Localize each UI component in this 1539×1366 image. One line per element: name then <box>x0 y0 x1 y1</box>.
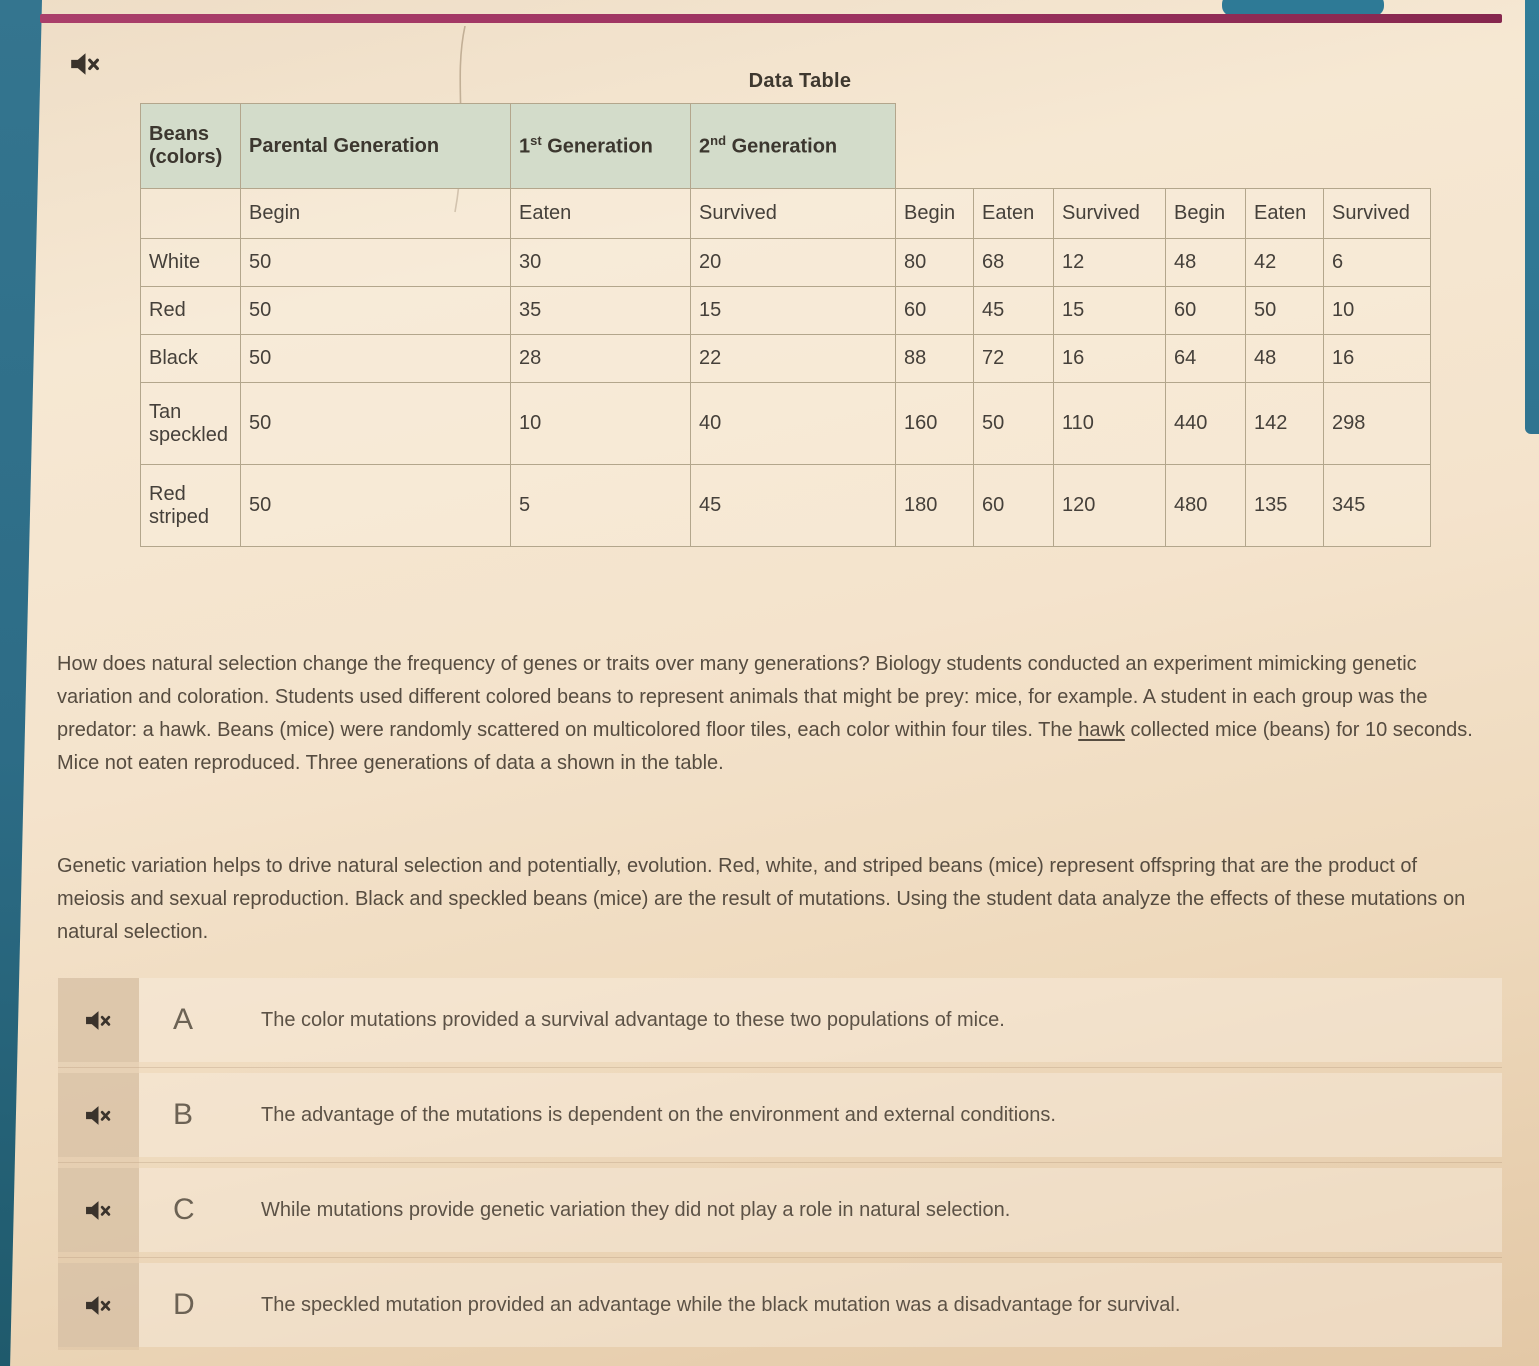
question-mute-audio-button[interactable] <box>70 52 101 76</box>
cell: 48 <box>1246 335 1324 383</box>
option-divider <box>58 1067 1502 1068</box>
cell: 50 <box>241 335 511 383</box>
header-text: Generation <box>541 135 653 158</box>
cell: 15 <box>1054 287 1166 335</box>
cell: 80 <box>896 239 974 287</box>
cell: 10 <box>1324 287 1431 335</box>
cell: 120 <box>1054 465 1166 547</box>
cell: 180 <box>896 465 974 547</box>
subheader-gen2-eaten: Eaten <box>1246 189 1324 239</box>
muted-speaker-icon <box>85 1105 112 1126</box>
top-divider-bar <box>40 14 1502 23</box>
header-text: 1 <box>519 135 531 158</box>
cell: 440 <box>1166 383 1246 465</box>
answer-options <box>58 978 1502 1358</box>
option-a-text: The color mutations provided a survival advantage to these two populations of mice. <box>261 1008 1005 1031</box>
data-table <box>140 103 1431 547</box>
option-a-letter: A <box>173 1003 194 1036</box>
cell: 12 <box>1054 239 1166 287</box>
header-superscript: nd <box>710 133 727 149</box>
cell: 5 <box>511 465 691 547</box>
option-divider <box>58 1257 1502 1258</box>
column-header-beans-colors: Beans (colors) <box>141 104 241 189</box>
header-text: Generation <box>726 135 838 158</box>
cell: 50 <box>241 465 511 547</box>
question-paragraph-2: Genetic variation helps to drive natural selection and potentially, evolution. Red, white, and striped beans (mice) represent offspring that are the product of meiosis and sexual reproduction. Black and speckled beans (mice) are the result of mutations. Using the student data analyze the effects of these mutations on natural selection. <box>57 855 1466 943</box>
row-label: Red striped <box>141 465 241 547</box>
table-row-black <box>141 335 1431 383</box>
column-header-parental-generation <box>241 104 511 189</box>
cell: 142 <box>1246 383 1324 465</box>
row-label: Red <box>141 287 241 335</box>
cell: 68 <box>974 239 1054 287</box>
subheader-gen2-survived: Survived <box>1324 189 1431 239</box>
table-row-red-striped <box>141 465 1431 547</box>
cell: 345 <box>1324 465 1431 547</box>
paragraph-text: How does natural selection change the frequency of genes or traits over many generations? Biology students conducted an experiment mimicking genetic variation and coloration. Students used different colored beans to represent animals that might be prey: mice, for example. A student in each group was the predator: a hawk. Beans (mice) were randomly scattered on multicolored floor tiles, each color within four tiles. The <box>57 653 1428 741</box>
cell: 60 <box>896 287 974 335</box>
cell: 22 <box>691 335 896 383</box>
row-label: Black <box>141 335 241 383</box>
header-superscript: st <box>530 133 542 149</box>
cell: 16 <box>1324 335 1431 383</box>
option-d[interactable] <box>58 1263 1502 1347</box>
subheader-gen1-eaten: Eaten <box>974 189 1054 239</box>
cell: 160 <box>896 383 974 465</box>
table-row-red <box>141 287 1431 335</box>
subheader-gen1-begin: Begin <box>896 189 974 239</box>
option-c-text: While mutations provide genetic variation they did not play a role in natural selection. <box>261 1198 1011 1221</box>
cell: 15 <box>691 287 896 335</box>
option-b-mute-audio-button[interactable] <box>58 1073 139 1157</box>
subheader-parental-eaten: Eaten <box>511 189 691 239</box>
cell: 16 <box>1054 335 1166 383</box>
header-spacer <box>896 104 1431 189</box>
cell: 480 <box>1166 465 1246 547</box>
table-row-tan-speckled <box>141 383 1431 465</box>
cell: 64 <box>1166 335 1246 383</box>
option-b-letter: B <box>173 1098 194 1131</box>
cell: 72 <box>974 335 1054 383</box>
option-d-mute-audio-button[interactable] <box>58 1263 139 1347</box>
subheader-parental-begin: Begin <box>241 189 511 239</box>
data-table-title: Data Table <box>748 70 852 92</box>
cell: 10 <box>511 383 691 465</box>
option-c-mute-audio-button[interactable] <box>58 1168 139 1252</box>
desk-edge-right <box>1525 0 1539 434</box>
cell: 110 <box>1054 383 1166 465</box>
underlined-word: hawk <box>1078 719 1125 741</box>
cell: 50 <box>241 239 511 287</box>
cell: 42 <box>1246 239 1324 287</box>
cell: 60 <box>974 465 1054 547</box>
cell: 20 <box>691 239 896 287</box>
cell: 60 <box>1166 287 1246 335</box>
row-label: Tan speckled <box>141 383 241 465</box>
option-d-letter: D <box>173 1288 195 1321</box>
cell: 50 <box>974 383 1054 465</box>
subheader-blank-cell <box>141 189 241 239</box>
option-b[interactable] <box>58 1073 1502 1157</box>
cell: 48 <box>1166 239 1246 287</box>
subheader-parental-survived: Survived <box>691 189 896 239</box>
option-c-letter: C <box>173 1193 195 1226</box>
cell: 50 <box>241 383 511 465</box>
cell: 88 <box>896 335 974 383</box>
desk-edge-left <box>0 0 42 1366</box>
muted-speaker-icon <box>85 1200 112 1221</box>
cell: 50 <box>1246 287 1324 335</box>
column-header-2nd-generation <box>691 104 896 189</box>
option-c[interactable] <box>58 1168 1502 1252</box>
cell: 28 <box>511 335 691 383</box>
subheader-gen2-begin: Begin <box>1166 189 1246 239</box>
subheader-gen1-survived: Survived <box>1054 189 1166 239</box>
cell: 40 <box>691 383 896 465</box>
muted-speaker-icon <box>70 52 101 76</box>
cell: 135 <box>1246 465 1324 547</box>
cell: 50 <box>241 287 511 335</box>
row-label: White <box>141 239 241 287</box>
option-divider <box>58 1162 1502 1163</box>
option-d-text: The speckled mutation provided an advantage while the black mutation was a disadvantage for survival. <box>261 1293 1181 1316</box>
cell: 35 <box>511 287 691 335</box>
muted-speaker-icon <box>85 1010 112 1031</box>
option-a-mute-audio-button[interactable] <box>58 978 139 1062</box>
option-a[interactable] <box>58 978 1502 1062</box>
table-row-white <box>141 239 1431 287</box>
cell: 45 <box>691 465 896 547</box>
cell: 6 <box>1324 239 1431 287</box>
cell: 298 <box>1324 383 1431 465</box>
cell: 45 <box>974 287 1054 335</box>
muted-speaker-icon <box>85 1295 112 1316</box>
cell: 30 <box>511 239 691 287</box>
header-text: Parental Generation <box>249 134 440 157</box>
column-header-1st-generation <box>511 104 691 189</box>
header-text: 2 <box>699 135 711 158</box>
option-b-text: The advantage of the mutations is dependent on the environment and external conditions. <box>261 1103 1056 1126</box>
question-paragraph-1 <box>57 648 1477 780</box>
paragraph-text: collected mice (beans) for 10 seconds. Mice not eaten reproduced. Three generations of data a shown in the table. <box>57 719 1473 774</box>
